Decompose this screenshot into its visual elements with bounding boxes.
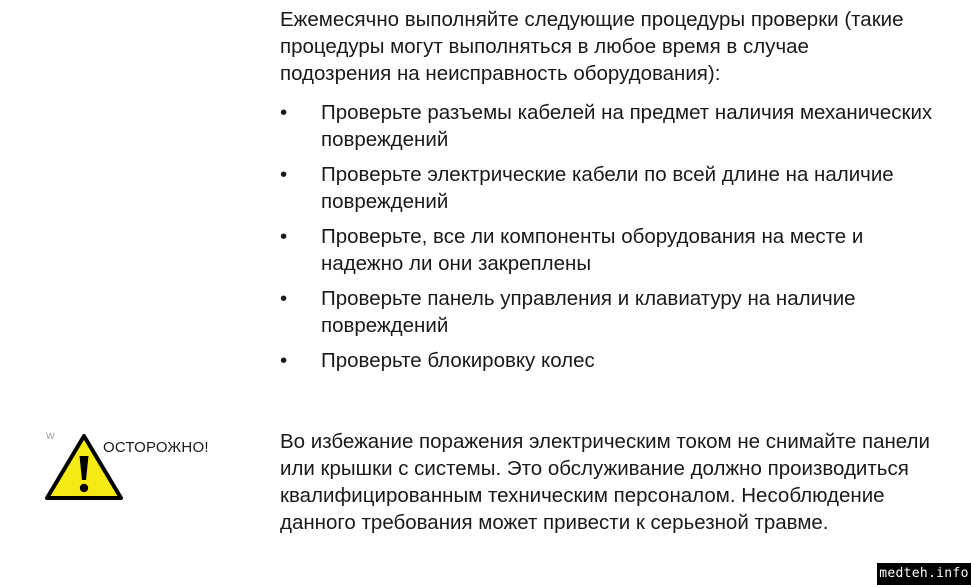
warning-label: ОСТОРОЖНО! bbox=[103, 439, 209, 456]
bullet-icon: • bbox=[280, 287, 288, 310]
warning-corner-mark: W bbox=[46, 431, 55, 441]
bullet-icon: • bbox=[280, 101, 288, 124]
checklist-item-text: Проверьте блокировку колес bbox=[321, 349, 595, 372]
checklist-item bbox=[280, 223, 940, 277]
checklist-item-text: Проверьте, все ли компоненты оборудования на месте и надежно ли они закреплены bbox=[321, 225, 864, 275]
watermark: medteh.info bbox=[877, 563, 971, 585]
checklist-item bbox=[280, 285, 940, 339]
inspection-checklist bbox=[280, 99, 940, 382]
intro-paragraph: Ежемесячно выполняйте следующие процедуры проверки (такие процедуры могут выполняться в любое время в случае подозрения на неисправность оборудования): bbox=[280, 8, 904, 85]
checklist-item bbox=[280, 161, 940, 215]
warning-text: Во избежание поражения электрическим током не снимайте панели или крышки с системы. Это обслуживание должно производиться квалифицированным техническим персоналом. Несоблюдение данного требования может привести к серьезной травме. bbox=[280, 430, 930, 534]
bullet-icon: • bbox=[280, 163, 288, 186]
checklist-item-text: Проверьте разъемы кабелей на предмет наличия механических повреждений bbox=[321, 101, 933, 151]
checklist-item-text: Проверьте электрические кабели по всей длине на наличие повреждений bbox=[321, 163, 894, 213]
checklist-item bbox=[280, 347, 940, 374]
checklist-item-text: Проверьте панель управления и клавиатуру на наличие повреждений bbox=[321, 287, 856, 337]
checklist-item bbox=[280, 99, 940, 153]
bullet-icon: • bbox=[280, 225, 288, 248]
bullet-icon: • bbox=[280, 349, 288, 372]
